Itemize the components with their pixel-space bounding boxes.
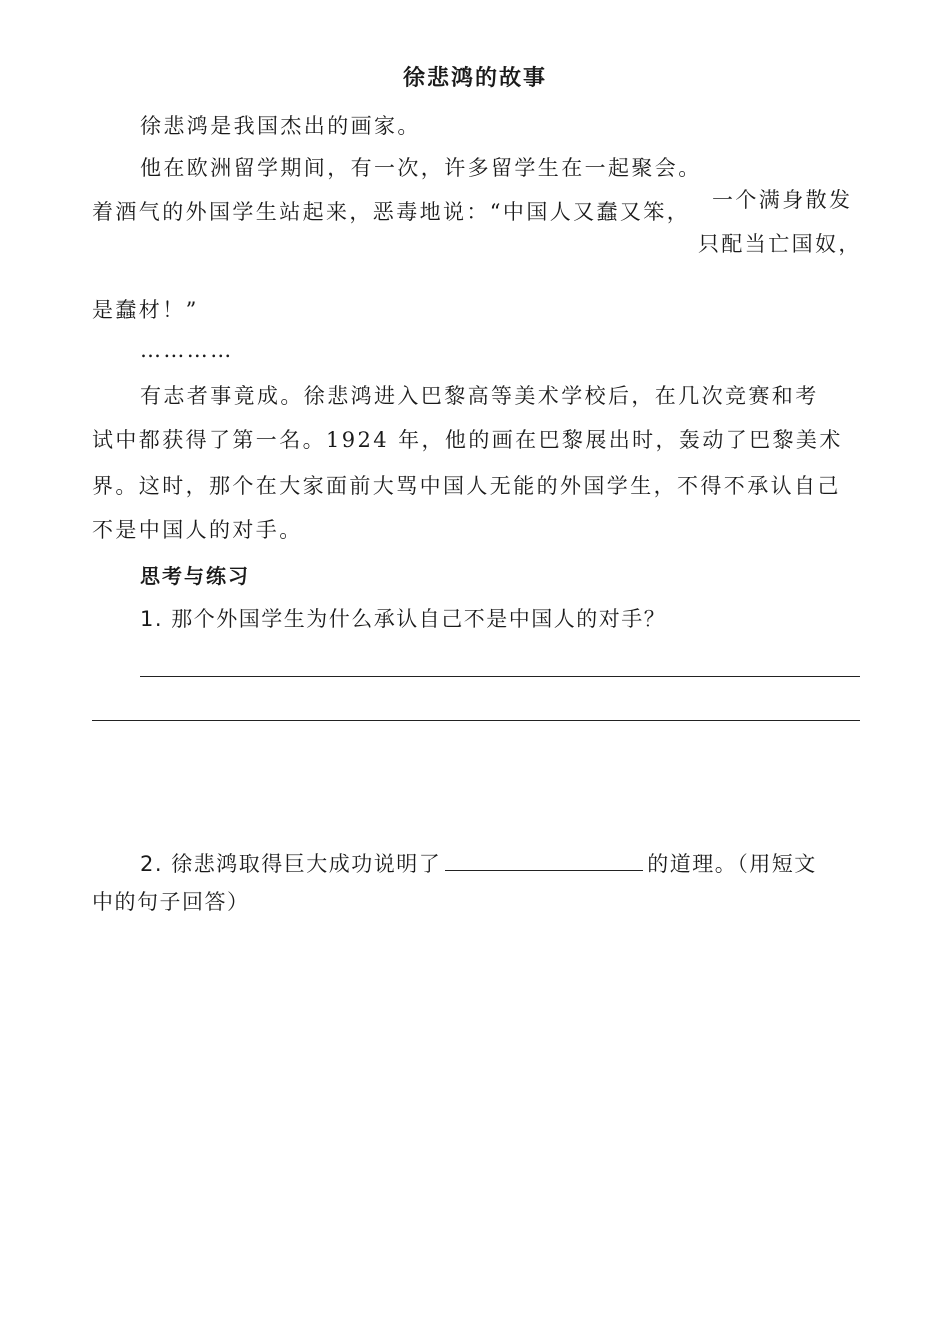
question-2-before: 2. 徐悲鸿取得巨大成功说明了 xyxy=(140,852,442,876)
story-title xyxy=(0,62,950,92)
paragraph-2: 他在欧洲留学期间，有一次，许多留学生在一起聚会。 xyxy=(140,156,702,180)
answer-line-2[interactable] xyxy=(92,720,860,721)
exercises-heading: 思考与练习 xyxy=(140,564,250,588)
answer-line-1[interactable] xyxy=(140,676,860,677)
paragraph-4-line-3: 界。这时，那个在大家面前大骂中国人无能的外国学生，不得不承认自己 xyxy=(92,474,841,498)
ellipsis: ………… xyxy=(140,338,234,362)
paragraph-3-right-bottom: 只配当亡国奴， xyxy=(698,232,862,256)
story-title-text: 徐悲鸿的故事 xyxy=(402,66,547,91)
question-2-line-2: 中的句子回答） xyxy=(92,890,250,914)
paragraph-1: 徐悲鸿是我国杰出的画家。 xyxy=(140,114,421,138)
question-2-blank[interactable] xyxy=(445,848,643,871)
paragraph-4-line-4: 不是中国人的对手。 xyxy=(92,518,303,542)
paragraph-4-line-2: 试中都获得了第一名。1924 年，他的画在巴黎展出时，轰动了巴黎美术 xyxy=(92,428,843,452)
paragraph-3-right-top: 一个满身散发 xyxy=(712,188,853,212)
paragraph-3-end: 是蠢材！” xyxy=(92,298,199,322)
question-2-after: 的道理。（用短文 xyxy=(647,852,817,876)
paragraph-3-left: 着酒气的外国学生站起来，恶毒地说：“中国人又蠢又笨， xyxy=(92,200,691,224)
question-2-line-1 xyxy=(140,848,817,878)
question-1: 1. 那个外国学生为什么承认自己不是中国人的对手？ xyxy=(140,607,667,631)
paragraph-4-line-1: 有志者事竟成。徐悲鸿进入巴黎高等美术学校后，在几次竞赛和考 xyxy=(140,384,819,408)
